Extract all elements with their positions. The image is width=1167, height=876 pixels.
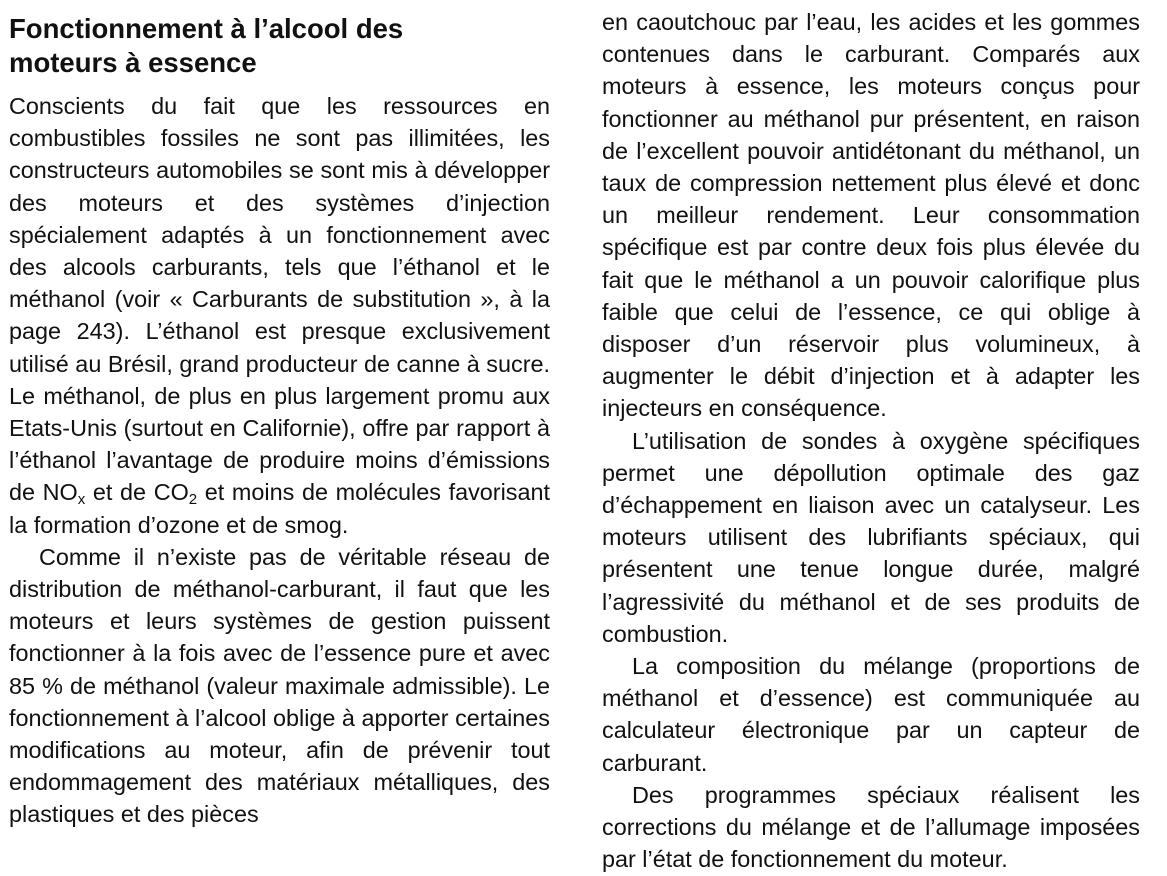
subscript-2: 2 [188,491,198,509]
paragraph-special-programs: Des programmes spéciaux réalisent les corrections du mélange et de l’allumage imposées par l’état de fonctionnement du moteur. [602,781,1140,873]
paragraph-intro-text-2: et de CO [85,479,189,506]
paragraph-intro [9,90,550,541]
paragraph-continuation: en caoutchouc par l’eau, les acides et les gommes contenues dans le carburant. Comparés aux moteurs à essence, les moteurs conçus pour fonctionner au méthanol pur présentent, en raison de l’excellent pouvoir antidétonant du méthanol, un taux de compression nettement plus élevé et donc un meilleur rendement. Leur consommation spécifique est par contre deux fois plus élevée du fait que le méthanol a un pouvoir calorifique plus faible que celui de l’essence, ce qui oblige à disposer d’un réservoir plus volumineux, à augmenter le débit d’injection et à adapter les injecteurs en conséquence. [602,9,1140,422]
paragraph-distribution: Comme il n’existe pas de véritable réseau de distribution de méthanol-carburant, il faut que les moteurs et leurs systèmes de gestion puissent fonctionner à la fois avec de l’essence pure et avec 85 % de méthanol (valeur maximale admissible). Le fonctionnement à l’alcool oblige à apporter certaines modifications au moteur, afin de prévenir tout endommagement des matériaux métalliques, des plastiques et des pièces [9,543,550,828]
left-column [9,8,550,831]
subscript-x: x [77,491,86,509]
paragraph-mixture-composition: La composition du mélange (proportions de méthanol et d’essence) est communiquée au calculateur électronique par un capteur de carburant. [602,653,1140,776]
article-title-line-1: Fonctionnement à l’alcool des [9,13,404,44]
right-column [602,6,1140,875]
paragraph-oxygen-sensors: L’utilisation de sondes à oxygène spécifiques permet une dépollution optimale des gaz d’échappement en liaison avec un catalyseur. Les moteurs utilisent des lubrifiants spéciaux, qui présentent une tenue longue durée, malgré l’agressivité du méthanol et de ses produits de combustion. [602,427,1140,647]
article-title [9,12,550,80]
paragraph-intro-text-1: Conscients du fait que les ressources en combustibles fossiles ne sont pas illimitées, les constructeurs automobiles se sont mis à développer des moteurs et des systèmes d’injection spécialement adaptés à un fonctionnement avec des alcools carburants, tels que l’éthanol et le méthanol (voir « Carburants de substitution », à la page 243). L’éthanol est presque exclusivement utilisé au Brésil, grand producteur de canne à sucre. Le méthanol, de plus en plus largement promu aux Etats-Unis (surtout en Californie), offre par rapport à l’éthanol l’avantage de produire moins d’émissions de NO [9,93,550,506]
article-title-line-2: moteurs à essence [9,47,257,78]
paragraph-intro-text-3: et moins de molécules favorisant la formation d’ozone et de smog. [9,479,550,538]
